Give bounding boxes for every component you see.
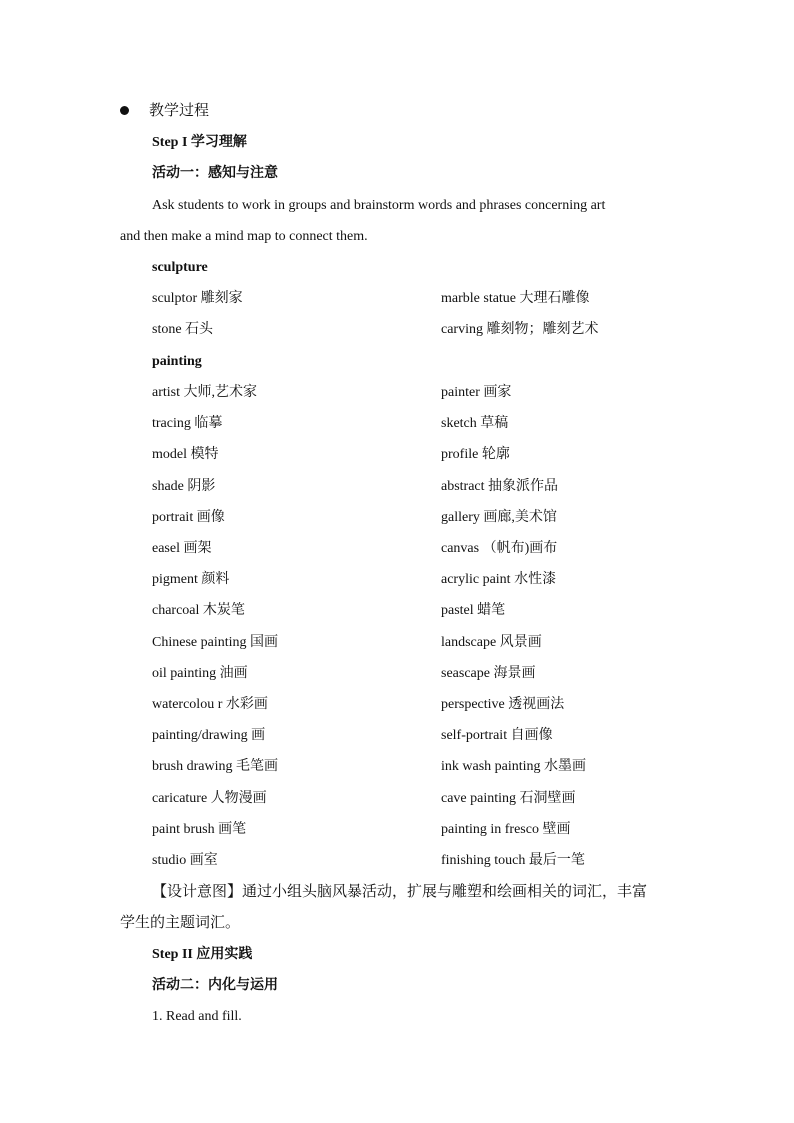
vocab-row	[0, 320, 794, 342]
vocab-term-left: tracing 临摹	[152, 416, 223, 432]
vocab-row	[0, 601, 794, 623]
instruction-line-2: and then make a mind map to connect them.	[120, 229, 368, 244]
vocab-term-right: marble statue 大理石雕像	[441, 291, 590, 306]
step1-activity: 活动一：感知与注意	[152, 166, 278, 181]
vocab-term-left: portrait 画像	[152, 509, 225, 525]
vocab-term-left: Chinese painting 国画	[152, 634, 278, 650]
vocab-term-right: gallery 画廊,美术馆	[441, 509, 557, 525]
vocab-term-left: charcoal 木炭笔	[152, 603, 245, 619]
vocab-term-right: cave painting 石洞壁画	[441, 790, 576, 806]
vocab-row	[0, 539, 794, 561]
vocab-term-left: brush drawing 毛笔画	[152, 759, 278, 775]
vocab-term-left: oil painting 油画	[152, 665, 248, 681]
vocab-term-left: paint brush 画笔	[152, 821, 247, 837]
vocab-term-left: sculptor 雕刻家	[152, 291, 243, 306]
vocab-row	[0, 477, 794, 499]
vocab-term-right: landscape 风景画	[441, 634, 542, 650]
vocab-term-right: perspective 透视画法	[441, 697, 565, 712]
vocab-term-left: shade 阴影	[152, 478, 216, 494]
vocab-term-right: abstract 抽象派作品	[441, 478, 559, 494]
vocab-term-right: acrylic paint 水性漆	[441, 572, 557, 588]
vocab-row	[0, 789, 794, 811]
vocab-row	[0, 445, 794, 467]
vocab-term-left: model 模特	[152, 447, 219, 463]
vocab-term-left: painting/drawing 画	[152, 728, 266, 744]
painting-heading: painting	[152, 354, 202, 369]
step2-activity: 活动二：内化与运用	[152, 978, 278, 993]
vocab-term-left: pigment 颜料	[152, 572, 230, 588]
vocab-term-left: easel 画架	[152, 541, 212, 556]
vocab-term-right: seascape 海景画	[441, 665, 536, 681]
bullet-dot	[120, 106, 129, 115]
vocab-term-right: profile 轮廓	[441, 447, 510, 463]
vocab-row	[0, 383, 794, 405]
design-intent-line-1: 【设计意图】通过小组头脑风暴活动，扩展与雕塑和绘画相关的词汇，丰富	[152, 884, 648, 900]
vocab-row	[0, 757, 794, 779]
vocab-term-right: carving 雕刻物；雕刻艺术	[441, 322, 599, 338]
vocab-term-left: artist 大师,艺术家	[152, 385, 257, 400]
vocab-term-right: self-portrait 自画像	[441, 728, 553, 744]
vocab-row	[0, 851, 794, 873]
vocab-row	[0, 508, 794, 530]
sculpture-heading: sculpture	[152, 260, 208, 275]
vocab-term-left: stone 石头	[152, 322, 214, 338]
vocab-term-right: sketch 草稿	[441, 416, 509, 432]
step2-title: Step II 应用实践	[152, 947, 253, 962]
vocab-row	[0, 820, 794, 842]
vocab-term-left: caricature 人物漫画	[152, 790, 267, 806]
vocab-row	[0, 633, 794, 655]
vocab-term-right: pastel 蜡笔	[441, 603, 506, 619]
vocab-row	[0, 289, 794, 311]
vocab-term-right: ink wash painting 水墨画	[441, 759, 587, 775]
vocab-term-right: painting in fresco 壁画	[441, 821, 571, 837]
vocab-row	[0, 695, 794, 717]
design-intent-line-2: 学生的主题词汇。	[120, 915, 241, 931]
vocab-term-left: watercolou r 水彩画	[152, 697, 268, 712]
step2-item-1: 1. Read and fill.	[152, 1009, 242, 1024]
vocab-term-right: finishing touch 最后一笔	[441, 853, 585, 868]
vocab-term-right: canvas （帆布)画布	[441, 541, 558, 556]
vocab-row	[0, 726, 794, 748]
vocab-row	[0, 414, 794, 436]
vocab-term-left: studio 画室	[152, 853, 218, 868]
vocab-term-right: painter 画家	[441, 385, 512, 400]
instruction-line-1: Ask students to work in groups and brainstorm words and phrases concerning art	[152, 198, 606, 213]
vocab-row	[0, 570, 794, 592]
section-title: 教学过程	[149, 103, 210, 119]
vocab-row	[0, 664, 794, 686]
step1-title: Step I 学习理解	[152, 135, 247, 150]
